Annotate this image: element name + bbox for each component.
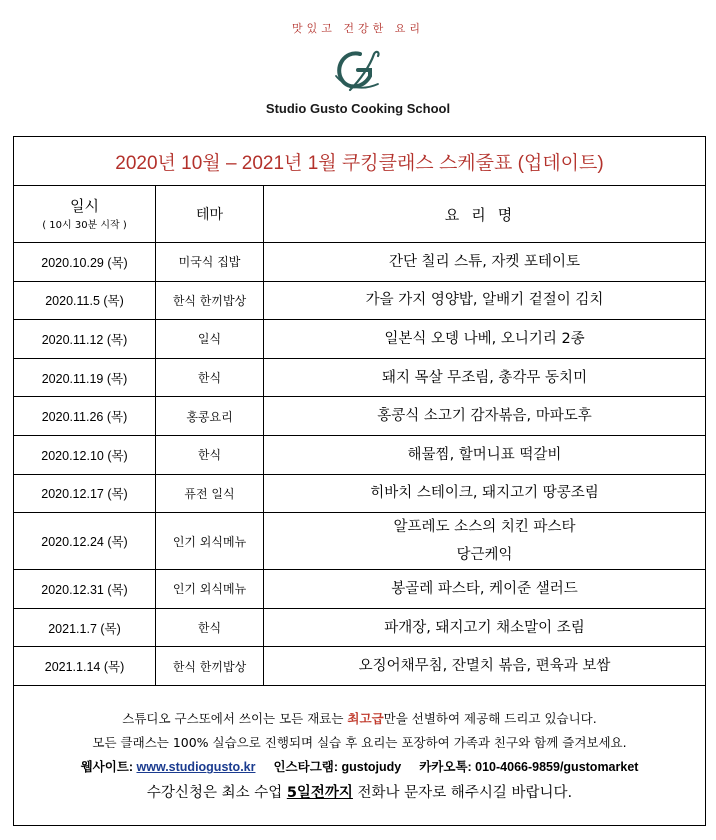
class-theme: 한식: [156, 358, 264, 397]
class-theme: 인기 외식메뉴: [156, 513, 264, 570]
class-theme: 홍콩요리: [156, 397, 264, 436]
class-theme: 한식: [156, 608, 264, 647]
table-row: [14, 474, 706, 513]
website-label: 웹사이트:: [80, 760, 137, 775]
footer-text: 수강신청은 최소 수업: [146, 785, 287, 802]
footer-text: 만을 선별하여 제공해 드리고 있습니다.: [383, 711, 597, 727]
table-row: [14, 320, 706, 359]
class-menu: 파개장, 돼지고기 채소말이 조림: [264, 608, 706, 647]
table-row: [14, 281, 706, 320]
schedule-table: [13, 136, 706, 826]
table-row: [14, 513, 706, 570]
table-row: [14, 243, 706, 282]
header-date-note: ( 10시 30분 시작 ): [42, 220, 127, 231]
gusto-logo-icon: [330, 46, 382, 94]
class-date: 2020.11.12 (목): [14, 320, 156, 359]
footer-line-ingredients: [14, 707, 705, 731]
kakao-contact: 010-4066-9859/gustomarket: [475, 760, 639, 775]
class-menu: 돼지 목살 무조림, 총각무 동치미: [264, 358, 706, 397]
class-date: 2020.12.10 (목): [14, 435, 156, 474]
table-row: [14, 647, 706, 686]
class-menu: 일본식 오뎅 나베, 오니기리 2종: [264, 320, 706, 359]
class-menu: [264, 513, 706, 570]
class-menu-line: 알프레도 소스의 치킨 파스타: [393, 519, 576, 536]
table-row: [14, 397, 706, 436]
header-date: [14, 186, 156, 243]
highlight-premium: 최고급: [347, 711, 384, 727]
class-date: 2020.11.5 (목): [14, 281, 156, 320]
schedule-title: 2020년 10월 – 2021년 1월 쿠킹클래스 스케줄표 (업데이트): [14, 137, 706, 186]
class-theme: 퓨전 일식: [156, 474, 264, 513]
class-date: 2020.12.24 (목): [14, 513, 156, 570]
school-name: Studio Gusto Cooking School: [265, 101, 451, 116]
kakao-label: 카카오톡:: [419, 760, 476, 775]
class-menu: 해물찜, 할머니표 떡갈비: [264, 435, 706, 474]
footer-notes: [14, 685, 706, 825]
class-date: 2020.11.26 (목): [14, 397, 156, 436]
class-date: 2020.12.31 (목): [14, 570, 156, 609]
class-menu: 간단 칠리 스튜, 자켓 포테이토: [264, 243, 706, 282]
class-theme: 일식: [156, 320, 264, 359]
class-menu-line: 당근케익: [456, 547, 513, 564]
footer-text: 스튜디오 구스또에서 쓰이는 모든 재료는: [122, 711, 348, 727]
class-theme: 미국식 집밥: [156, 243, 264, 282]
class-menu: 홍콩식 소고기 감자볶음, 마파도후: [264, 397, 706, 436]
class-menu: 가을 가지 영양밥, 알배기 겉절이 김치: [264, 281, 706, 320]
website-link[interactable]: www.studiogusto.kr: [136, 760, 256, 775]
class-menu: 히바치 스테이크, 돼지고기 땅콩조림: [264, 474, 706, 513]
footer-line-contacts: [14, 755, 705, 779]
header-date-label: 일시: [70, 197, 99, 215]
tagline: 맛있고 건강한 요리: [291, 22, 424, 35]
footer-text: 전화나 문자로 해주시길 바랍니다.: [352, 785, 573, 802]
instagram-handle: gustojudy: [341, 760, 402, 775]
footer-line-registration: [14, 779, 705, 807]
table-row: [14, 358, 706, 397]
table-row: [14, 435, 706, 474]
class-date: 2021.1.14 (목): [14, 647, 156, 686]
footer-line-practice: 모든 클래스는 100% 실습으로 진행되며 실습 후 요리는 포장하여 가족과 친구와 함께 즐겨보세요.: [92, 735, 627, 751]
table-row: [14, 608, 706, 647]
class-theme: 인기 외식메뉴: [156, 570, 264, 609]
class-date: 2020.11.19 (목): [14, 358, 156, 397]
class-theme: 한식 한끼밥상: [156, 647, 264, 686]
class-date: 2020.10.29 (목): [14, 243, 156, 282]
class-theme: 한식: [156, 435, 264, 474]
class-date: 2021.1.7 (목): [14, 608, 156, 647]
header-theme: 테마: [156, 186, 264, 243]
class-menu: 오징어채무침, 잔멸치 볶음, 편육과 보쌈: [264, 647, 706, 686]
class-theme: 한식 한끼밥상: [156, 281, 264, 320]
header-menu: 요리명: [264, 186, 706, 243]
class-menu: 봉골레 파스타, 케이준 샐러드: [264, 570, 706, 609]
highlight-deadline: 5일전까지: [286, 785, 353, 802]
instagram-label: 인스타그램:: [273, 760, 342, 775]
class-date: 2020.12.17 (목): [14, 474, 156, 513]
table-row: [14, 570, 706, 609]
